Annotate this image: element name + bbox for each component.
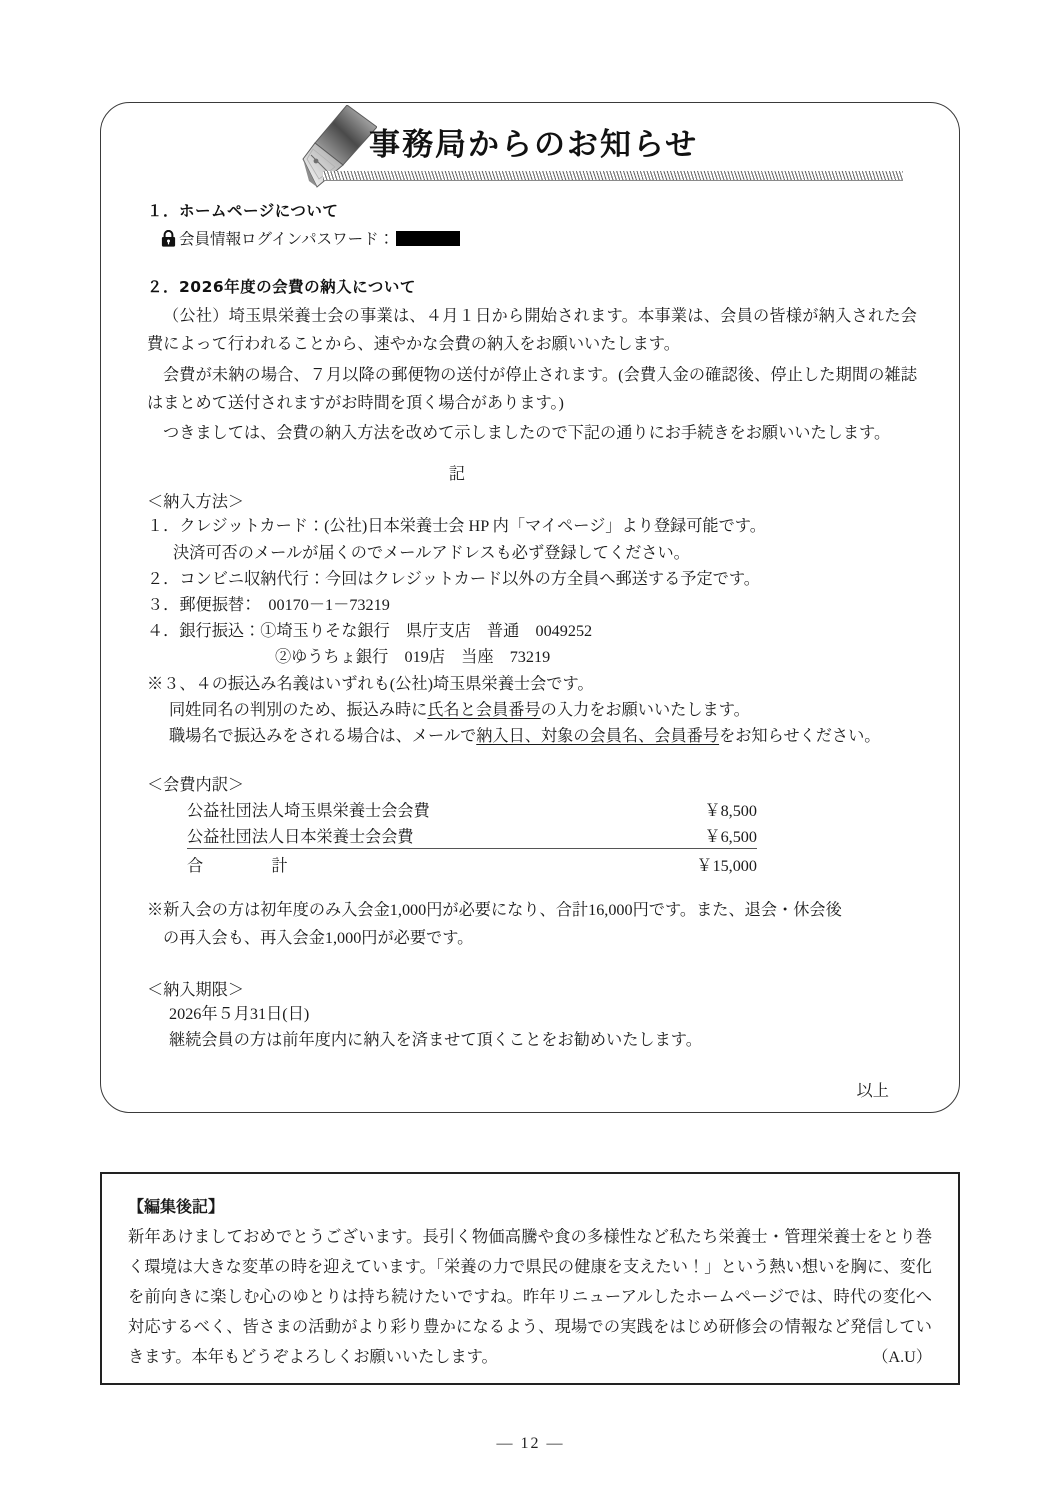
payment-note-3-underlined: 納入日、対象の会員名、会員番号 (476, 727, 720, 746)
section-2-paragraph-1: （公社）埼玉県栄養士会の事業は、４月１日から開始されます。本事業は、会員の皆様が納入された会費によって行われることから、速やかな会費の納入をお願いいたします。 (147, 307, 917, 353)
payment-method-item: ４．銀行振込：①埼玉りそな銀行 県庁支店 普通 0049252 (147, 622, 593, 641)
fee-breakdown-section (147, 771, 917, 951)
password-label: 会員情報ログインパスワード： (179, 231, 395, 248)
title-hatched-rule (323, 171, 903, 181)
payment-note-2 (147, 697, 917, 723)
section-1-heading: １．ホームページについて (147, 202, 339, 220)
password-line (161, 227, 917, 249)
fee-footnote-line-2: の再入会も、再入会金1,000円が必要です。 (163, 928, 474, 947)
payment-note-3-post: をお知らせください。 (719, 727, 881, 746)
notice-title: 事務局からのお知らせ (369, 127, 699, 162)
fee-total-label: 合 計 (187, 849, 643, 878)
deadline-note: 継続会員の方は前年度内に納入を済ませて頂くことをお勧めいたします。 (169, 1031, 702, 1050)
page-number: — 12 — (496, 1435, 565, 1452)
password-redaction-bar (396, 231, 460, 246)
office-notice-panel (100, 102, 960, 1113)
table-row (187, 822, 757, 849)
payment-method-item: ２．コンビニ収納代行：今回はクレジットカード以外の方全員へ郵送する予定です。 (147, 569, 760, 588)
payment-note-2-pre: 同姓同名の判別のため、振込み時に (169, 700, 428, 719)
fee-row-label: 公益社団法人日本栄養士会会費 (187, 828, 414, 847)
payment-methods-heading: ＜納入方法＞ (147, 493, 245, 512)
deadline-date: 2026年５月31日(日) (169, 1004, 310, 1023)
editorial-body-text: 新年あけましておめでとうございます。長引く物価高騰や食の多様性など私たち栄養士・管理栄養士をとり巻く環境は大きな変革の時を迎えています。「栄養の力で県民の健康を支えたい！」という熱い想いを胸に、変化を前向きに楽しむ心のゆとりは持ち続けたいですね。昨年リニューアルしたホームページでは、時代の変化へ対応するべく、皆さまの活動がより彩り豊かになるよう、現場での実践をはじめ研修会の情報など発信していきます。本年もどうぞよろしくお願いいたします。 (128, 1228, 932, 1366)
payment-method-item: ３．郵便振替： 00170－1－73219 (147, 596, 390, 614)
fee-breakdown-heading: ＜会費内訳＞ (147, 776, 245, 795)
payment-method-item: ②ゆうちょ銀行 019店 当座 73219 (275, 648, 551, 667)
editorial-signature: （A.U） (872, 1347, 932, 1366)
fee-row-amount: ￥6,500 (704, 828, 757, 847)
payment-method-item: 決済可否のメールが届くのでメールアドレスも必ず登録してください。 (173, 543, 690, 562)
section-2-heading: ２．2026年度の会費の納入について (147, 278, 416, 296)
fee-row-label: 公益社団法人埼玉県栄養士会会費 (187, 802, 430, 821)
editorial-postscript-panel (100, 1172, 960, 1385)
section-2-paragraph-2: 会費が未納の場合、７月以降の郵便物の送付が停止されます。(会費入金の確認後、停止した期間の雑誌はまとめて送付されますがお時間を頂く場合があります。) (147, 365, 917, 412)
ki-marker: 記 (448, 465, 466, 484)
payment-note-2-underlined: 氏名と会員番号 (427, 700, 541, 719)
payment-note-1: ※３、４の振込み名義はいずれも(公社)埼玉県栄養士会です。 (147, 674, 594, 693)
fee-footnote (147, 897, 917, 951)
section-2-paragraph-3: つきましては、会費の納入方法を改めて示しましたので下記の通りにお手続きをお願いいたします。 (163, 424, 891, 443)
fee-breakdown-table (187, 796, 757, 877)
closing-mark: 以上 (856, 1082, 889, 1101)
deadline-heading: ＜納入期限＞ (147, 980, 245, 999)
table-row (187, 796, 757, 822)
payment-note-2-post: の入力をお願いいたします。 (540, 700, 750, 719)
editorial-body (128, 1223, 932, 1373)
notice-header (101, 113, 959, 199)
payment-method-item: １．クレジットカード：(公社)日本栄養士会 HP 内「マイページ」より登録可能です。 (147, 517, 766, 536)
table-row-total (187, 849, 757, 878)
payment-note-3-pre: 職場名で振込みをされる場合は、メールで (169, 727, 477, 746)
lock-icon (161, 230, 176, 247)
payment-note-3 (147, 723, 917, 749)
fee-total-amount: ￥15,000 (643, 849, 757, 878)
fee-row-amount: ￥8,500 (704, 802, 757, 821)
editorial-title: 【編集後記】 (128, 1197, 225, 1216)
fee-footnote-line-1: ※新入会の方は初年度のみ入会金1,000円が必要になり、合計16,000円です。また、退会・休会後 (147, 901, 842, 920)
